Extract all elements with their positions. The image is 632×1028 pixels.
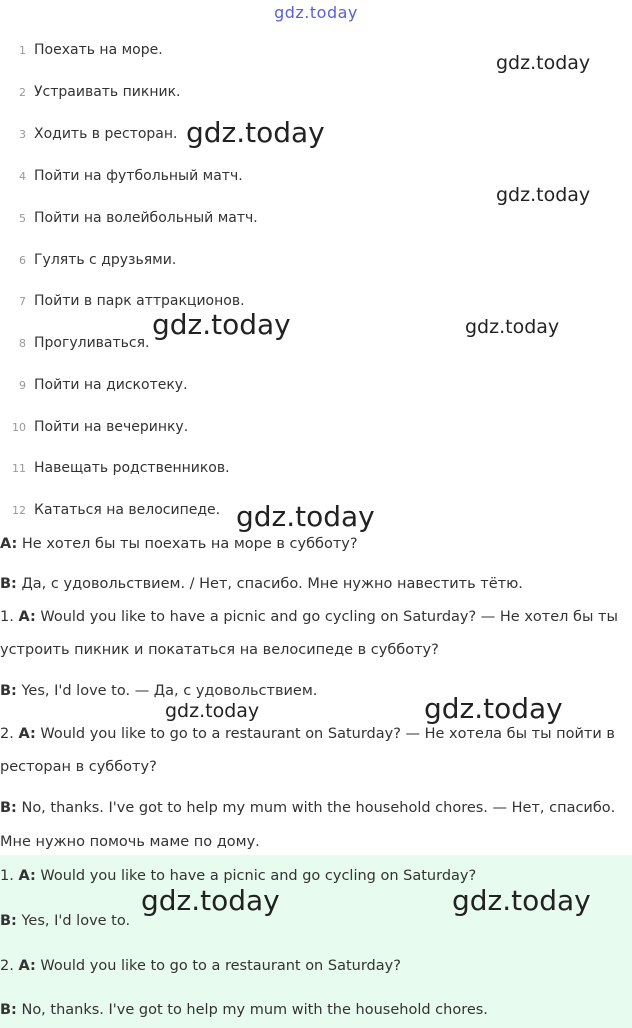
list-item: [0, 208, 258, 228]
speaker-label: B:: [0, 576, 17, 592]
item-number: 2: [19, 86, 26, 99]
watermark: gdz.today: [452, 884, 591, 917]
list-item: [0, 124, 177, 144]
item-text: Ходить в ресторан.: [34, 126, 178, 142]
speaker-label: A:: [18, 609, 36, 625]
watermark: gdz.today: [496, 184, 591, 206]
speaker-label: B:: [0, 1002, 17, 1018]
dialogue-line: B: No, thanks. I've got to help my mum with the household chores. — Нет, спасибо.: [0, 800, 616, 816]
watermark: gdz.today: [186, 116, 325, 149]
item-number: 1: [19, 44, 26, 57]
item-text: Пойти на футбольный матч.: [34, 168, 243, 184]
item-number: 6: [19, 254, 26, 267]
dialogue-line: устроить пикник и покататься на велосипеде в субботу?: [0, 642, 439, 658]
dialogue-line: B: Да, с удовольствием. / Нет, спасибо. Мне нужно навестить тётю.: [0, 576, 523, 592]
item-text: Пойти на вечеринку.: [34, 419, 189, 435]
dialogue-line: 1. A: Would you like to have a picnic and go cycling on Saturday? — Не хотел бы ты: [0, 609, 618, 625]
speaker-label: A:: [18, 958, 36, 974]
list-item: [0, 82, 181, 102]
watermark: gdz.today: [236, 500, 375, 533]
dialogue-line: ресторан в субботу?: [0, 759, 157, 775]
item-number: 8: [19, 337, 26, 350]
watermark: gdz.today: [141, 884, 280, 917]
speaker-label: A:: [0, 536, 18, 552]
answer-line: B: No, thanks. I've got to help my mum with the household chores.: [0, 1002, 488, 1018]
item-text: Прогуливаться.: [34, 335, 150, 351]
watermark: gdz.today: [165, 700, 260, 722]
answer-line: 2. A: Would you like to go to a restaurant on Saturday?: [0, 958, 401, 974]
answer-line: B: Yes, I'd love to.: [0, 913, 131, 929]
item-text: Пойти на дискотеку.: [34, 377, 188, 393]
watermark: gdz.today: [424, 692, 563, 725]
item-number: 12: [12, 504, 26, 517]
list-item: [0, 458, 230, 478]
list-item: [0, 333, 149, 353]
site-logo[interactable]: gdz.today: [274, 3, 358, 22]
dialogue-line: B: Yes, I'd love to. — Да, с удовольствием.: [0, 683, 318, 699]
list-item: [0, 417, 188, 437]
list-item: [0, 40, 163, 60]
item-text: Кататься на велосипеде.: [34, 502, 221, 518]
list-item: [0, 166, 243, 186]
item-number: 11: [12, 462, 26, 475]
item-text: Навещать родственников.: [34, 460, 230, 476]
speaker-label: B:: [0, 800, 17, 816]
watermark: gdz.today: [152, 308, 291, 341]
item-text: Гулять с друзьями.: [34, 252, 177, 268]
list-item: [0, 375, 188, 395]
speaker-label: A:: [18, 726, 36, 742]
item-number: 7: [19, 295, 26, 308]
speaker-label: B:: [0, 683, 17, 699]
watermark: gdz.today: [465, 316, 560, 338]
speaker-label: B:: [0, 913, 17, 929]
item-text: Пойти в парк аттракционов.: [34, 293, 245, 309]
item-number: 10: [12, 421, 26, 434]
item-text: Пойти на волейбольный матч.: [34, 210, 258, 226]
answer-line: 1. A: Would you like to have a picnic and go cycling on Saturday?: [0, 868, 477, 884]
dialogue-line: A: Не хотел бы ты поехать на море в субботу?: [0, 536, 358, 552]
item-text: Устраивать пикник.: [34, 84, 181, 100]
watermark: gdz.today: [496, 52, 591, 74]
item-number: 4: [19, 170, 26, 183]
item-number: 3: [19, 128, 26, 141]
item-number: 9: [19, 379, 26, 392]
item-text: Поехать на море.: [34, 42, 163, 58]
item-number: 5: [19, 212, 26, 225]
list-item: [0, 250, 176, 270]
dialogue-line: Мне нужно помочь маме по дому.: [0, 834, 260, 850]
speaker-label: A:: [18, 868, 36, 884]
list-item: [0, 500, 220, 520]
dialogue-line: 2. A: Would you like to go to a restaurant on Saturday? — Не хотела бы ты пойти в: [0, 726, 615, 742]
